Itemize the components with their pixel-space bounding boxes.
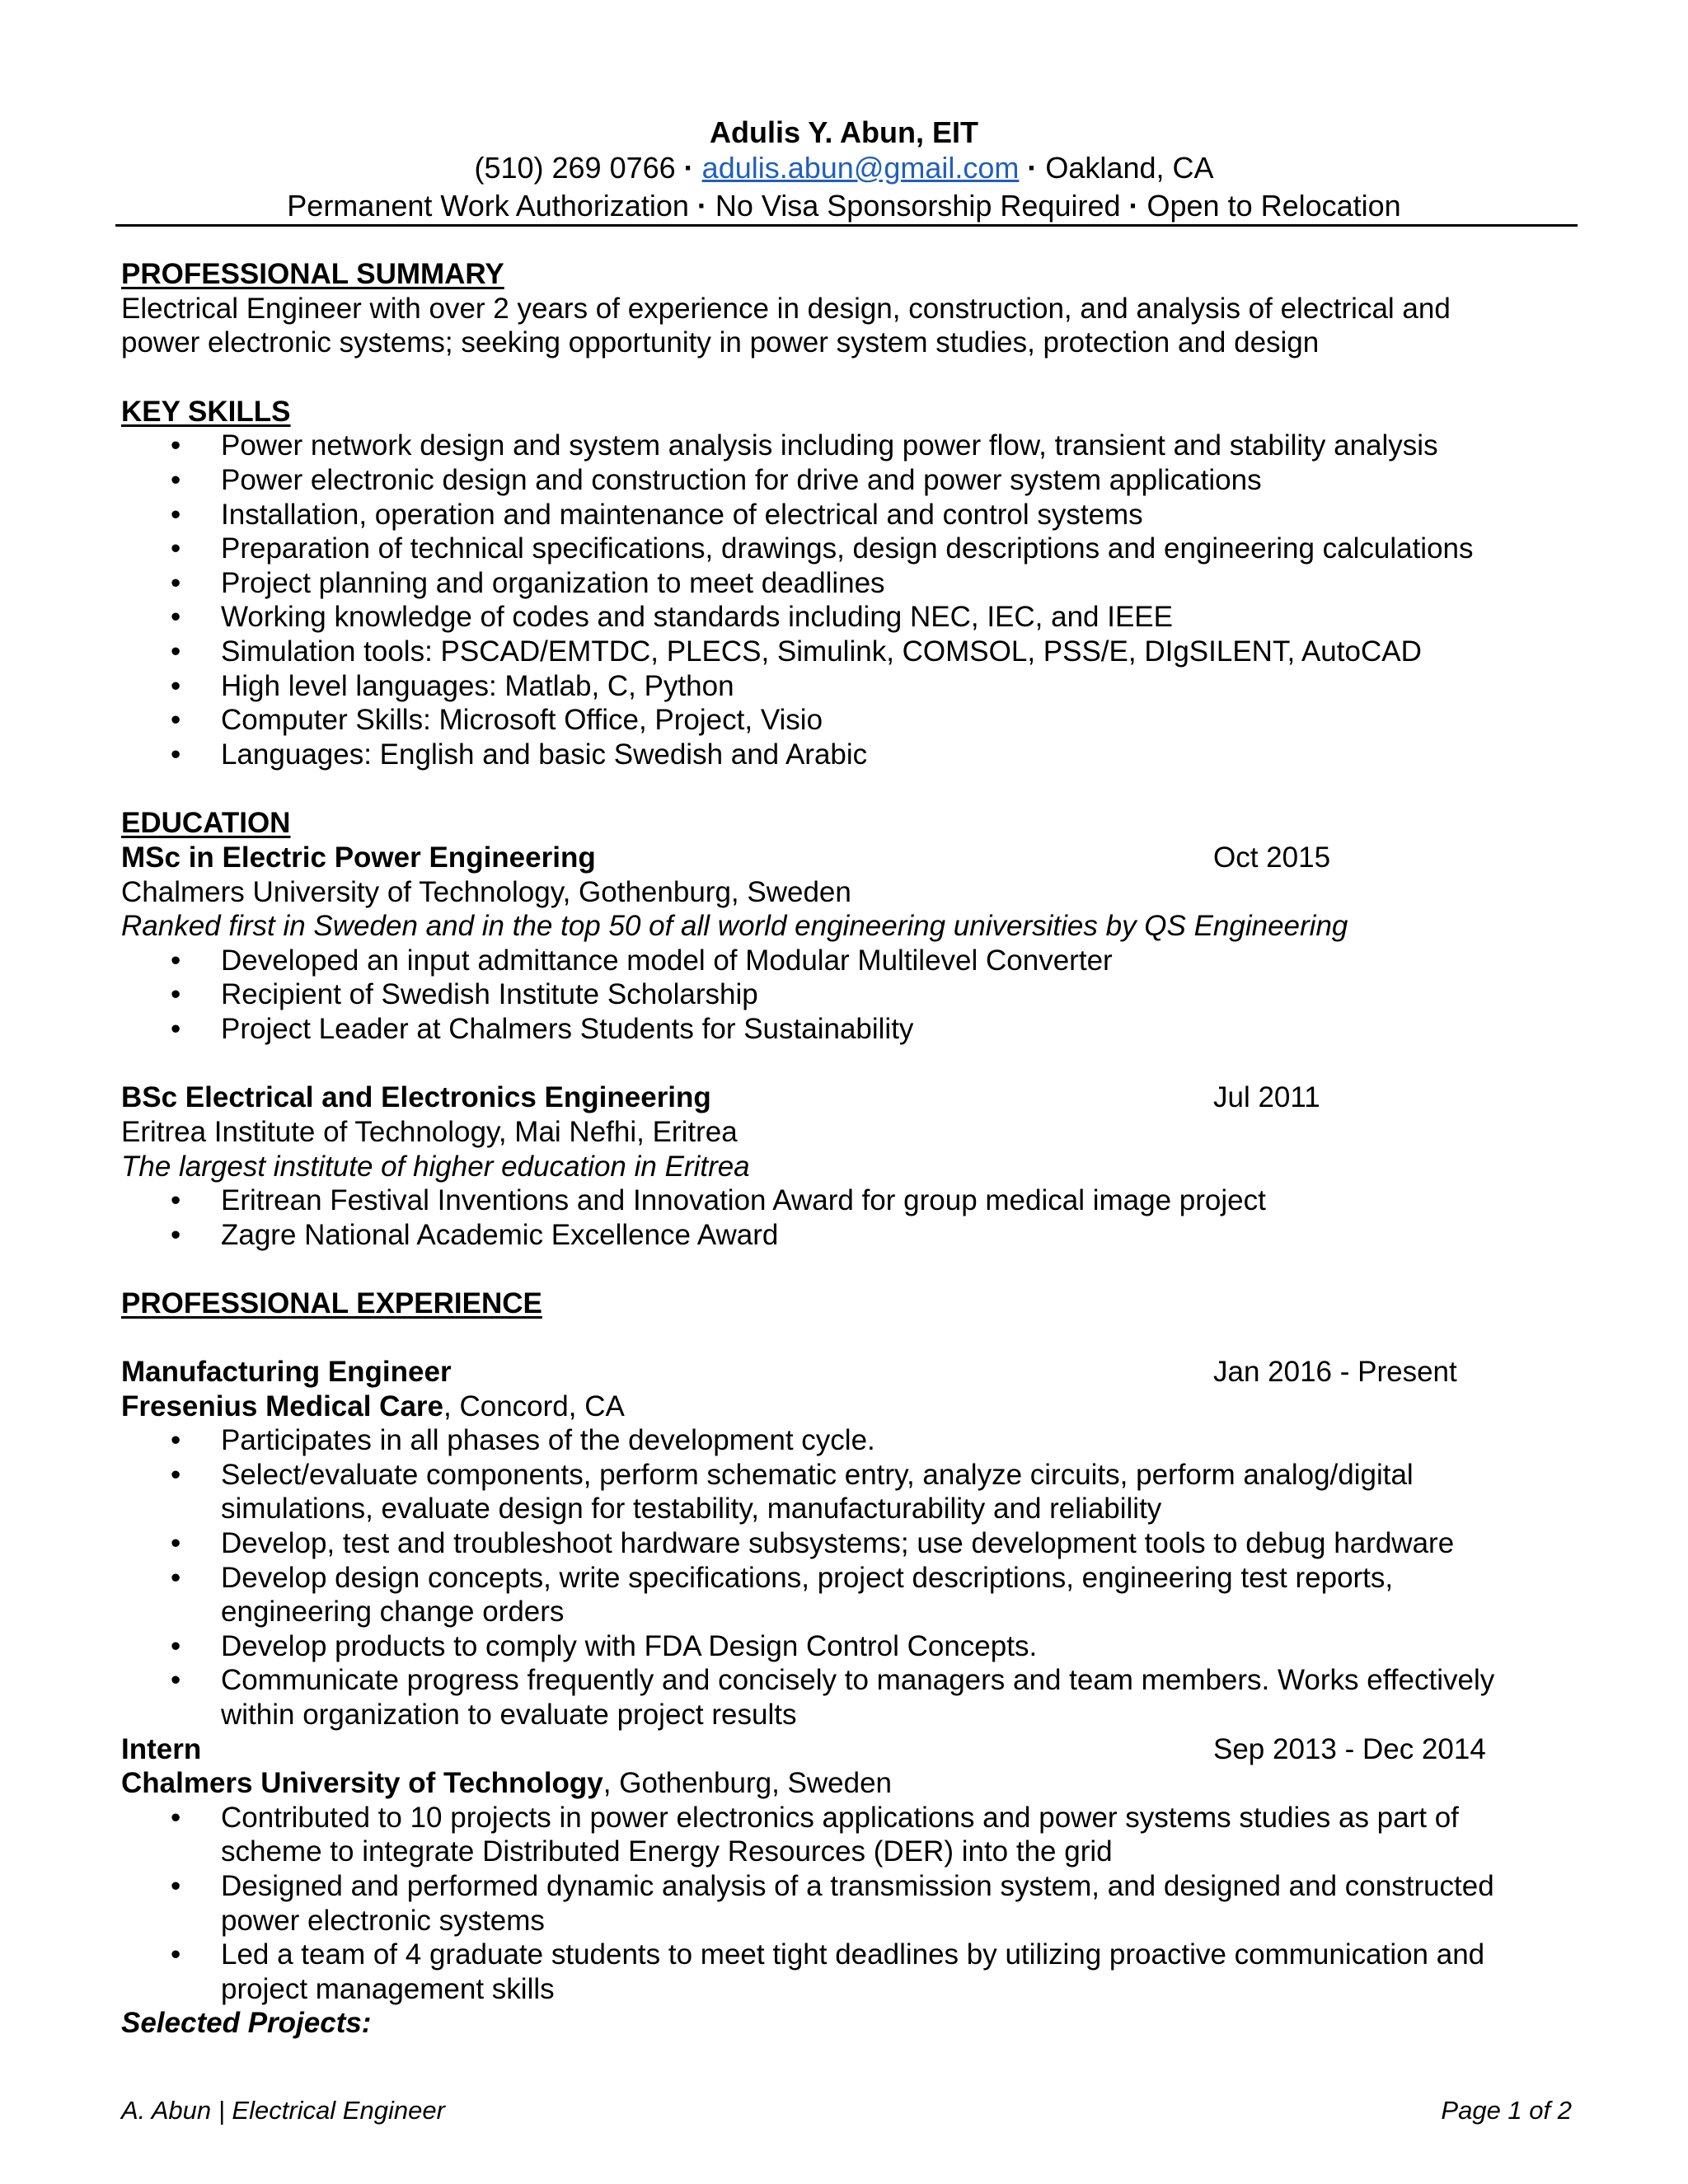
employer-name: Fresenius Medical Care [121, 1390, 443, 1422]
experience-section [121, 1286, 1572, 2040]
education-bullet: • Eritrean Festival Inventions and Innovation Award for group medical image project [121, 1183, 1572, 1218]
page-number: Page 1 of 2 [1441, 2096, 1572, 2125]
bullet-line: Participates in all phases of the development cycle. [221, 1424, 875, 1457]
education-bullet: • Zagre National Academic Excellence Award [121, 1218, 1572, 1253]
skill-item: • Languages: English and basic Swedish and Arabic [121, 738, 1572, 772]
job-title: Manufacturing Engineer [121, 1356, 452, 1389]
experience-bullet [121, 1663, 1572, 1732]
education-entry [121, 1080, 1572, 1252]
spacer [121, 1321, 1572, 1355]
bullet-line: scheme to integrate Distributed Energy Resources (DER) into the grid [221, 1835, 1113, 1868]
separator-dot: · [1027, 151, 1038, 185]
selected-projects-label: Selected Projects: [121, 2007, 372, 2040]
experience-entry-heading [121, 1732, 1572, 1767]
skill-item: • Working knowledge of codes and standards including NEC, IEC, and IEEE [121, 600, 1572, 635]
skill-item: • Power network design and system analysis including power flow, transient and stability analysis [121, 429, 1572, 463]
experience-bullet [121, 1423, 1572, 1458]
section-title: PROFESSIONAL EXPERIENCE [121, 1287, 542, 1320]
education-entry [121, 841, 1572, 1047]
section-title: EDUCATION [121, 807, 291, 840]
spacer [121, 1252, 1572, 1286]
education-bullets [121, 1183, 1572, 1252]
employer-location: , Gothenburg, Sweden [603, 1767, 893, 1800]
degree-title: BSc Electrical and Electronics Engineering [121, 1081, 711, 1114]
contact-line [0, 149, 1688, 187]
bullet-line: Select/evaluate components, perform schematic entry, analyze circuits, perform analog/digital [221, 1458, 1414, 1491]
education-bullets [121, 944, 1572, 1047]
spacer [121, 360, 1572, 395]
summary-section [121, 257, 1572, 360]
skills-section [121, 395, 1572, 772]
education-bullet: • Recipient of Swedish Institute Scholarship [121, 977, 1572, 1012]
experience-entry [121, 1732, 1572, 2007]
job-dates: Sep 2013 - Dec 2014 [1213, 1732, 1486, 1765]
degree-date: Jul 2011 [1213, 1081, 1320, 1114]
separator-dot: · [683, 151, 694, 185]
experience-bullet [121, 1561, 1572, 1629]
bullet-line: Develop design concepts, write specifications, project descriptions, engineering test reports, [221, 1561, 1394, 1594]
header-divider [115, 224, 1578, 227]
bullet-line: Led a team of 4 graduate students to meet tight deadlines by utilizing proactive communication and [221, 1938, 1485, 1971]
spacer [121, 1046, 1572, 1080]
education-bullet: • Developed an input admittance model of Modular Multilevel Converter [121, 944, 1572, 978]
footer-left: A. Abun | Electrical Engineer [121, 2096, 445, 2125]
page-footer [121, 2096, 1572, 2125]
spacer [121, 771, 1572, 806]
degree-title: MSc in Electric Power Engineering [121, 841, 596, 874]
work-authorization-line [0, 187, 1688, 225]
experience-bullet [121, 1629, 1572, 1664]
bullet-line: simulations, evaluate design for testability, manufacturability and reliability [221, 1493, 1162, 1526]
skill-item: • Preparation of technical specifications, drawings, design descriptions and engineering calculations [121, 532, 1572, 566]
experience-bullet [121, 1938, 1572, 2006]
degree-date: Oct 2015 [1213, 841, 1331, 874]
experience-bullet [121, 1458, 1572, 1526]
skills-list [121, 429, 1572, 771]
employer-line [121, 1390, 1572, 1424]
experience-bullet [121, 1526, 1572, 1561]
education-entry-heading [121, 841, 1572, 875]
bullet-line: Develop, test and troubleshoot hardware subsystems; use development tools to debug hardware [221, 1527, 1455, 1559]
resume-body [121, 257, 1572, 2041]
school-name: Eritrea Institute of Technology, Mai Nefhi, Eritrea [121, 1116, 738, 1149]
section-title: PROFESSIONAL SUMMARY [121, 258, 504, 290]
email-link[interactable]: adulis.abun@gmail.com [701, 151, 1020, 185]
education-bullet: • Project Leader at Chalmers Students for Sustainability [121, 1012, 1572, 1047]
auth-item: Open to Relocation [1146, 189, 1401, 223]
separator-dot: · [696, 189, 707, 223]
skill-item: • Power electronic design and construction for drive and power system applications [121, 463, 1572, 498]
experience-bullet [121, 1869, 1572, 1938]
bullet-line: Designed and performed dynamic analysis of a transmission system, and designed and constructed [221, 1869, 1494, 1902]
location: Oakland, CA [1045, 151, 1214, 185]
skill-item: • High level languages: Matlab, C, Python [121, 669, 1572, 704]
education-section [121, 806, 1572, 1252]
bullet-line: within organization to evaluate project results [221, 1698, 797, 1731]
experience-bullets [121, 1423, 1572, 1732]
summary-text-line: Electrical Engineer with over 2 years of experience in design, construction, and analysis of electrical and [121, 292, 1451, 325]
employer-line [121, 1766, 1572, 1801]
experience-entry [121, 1355, 1572, 1732]
school-note: The largest institute of higher education in Eritrea [121, 1150, 750, 1183]
experience-bullets [121, 1801, 1572, 2007]
skill-item: • Installation, operation and maintenance of electrical and control systems [121, 498, 1572, 532]
auth-item: No Visa Sponsorship Required [715, 189, 1121, 223]
section-title: KEY SKILLS [121, 395, 291, 428]
auth-item: Permanent Work Authorization [287, 189, 689, 223]
candidate-name: Adulis Y. Abun, EIT [709, 115, 979, 149]
bullet-line: Develop products to comply with FDA Design Control Concepts. [221, 1629, 1038, 1662]
bullet-line: project management skills [221, 1972, 555, 2005]
employer-location: , Concord, CA [443, 1390, 625, 1422]
skill-item: • Computer Skills: Microsoft Office, Project, Visio [121, 703, 1572, 738]
school-note: Ranked first in Sweden and in the top 50 of all world engineering universities by QS Engineering [121, 910, 1348, 943]
job-title: Intern [121, 1732, 202, 1765]
bullet-line: Contributed to 10 projects in power electronics applications and power systems studies as part of [221, 1801, 1459, 1834]
skill-item: • Simulation tools: PSCAD/EMTDC, PLECS, Simulink, COMSOL, PSS/E, DIgSILENT, AutoCAD [121, 635, 1572, 669]
education-entry-heading [121, 1080, 1572, 1115]
separator-dot: · [1128, 189, 1139, 223]
bullet-line: power electronic systems [221, 1904, 545, 1937]
phone-number: (510) 269 0766 [474, 151, 676, 185]
skill-item: • Project planning and organization to meet deadlines [121, 566, 1572, 601]
experience-bullet [121, 1801, 1572, 1869]
experience-entry-heading [121, 1355, 1572, 1390]
school-name: Chalmers University of Technology, Gothenburg, Sweden [121, 875, 851, 908]
bullet-line: engineering change orders [221, 1596, 565, 1629]
job-dates: Jan 2016 - Present [1213, 1356, 1457, 1389]
summary-text-line: power electronic systems; seeking opportunity in power system studies, protection and design [121, 326, 1320, 359]
employer-name: Chalmers University of Technology [121, 1767, 603, 1800]
bullet-line: Communicate progress frequently and concisely to managers and team members. Works effectively [221, 1664, 1495, 1697]
